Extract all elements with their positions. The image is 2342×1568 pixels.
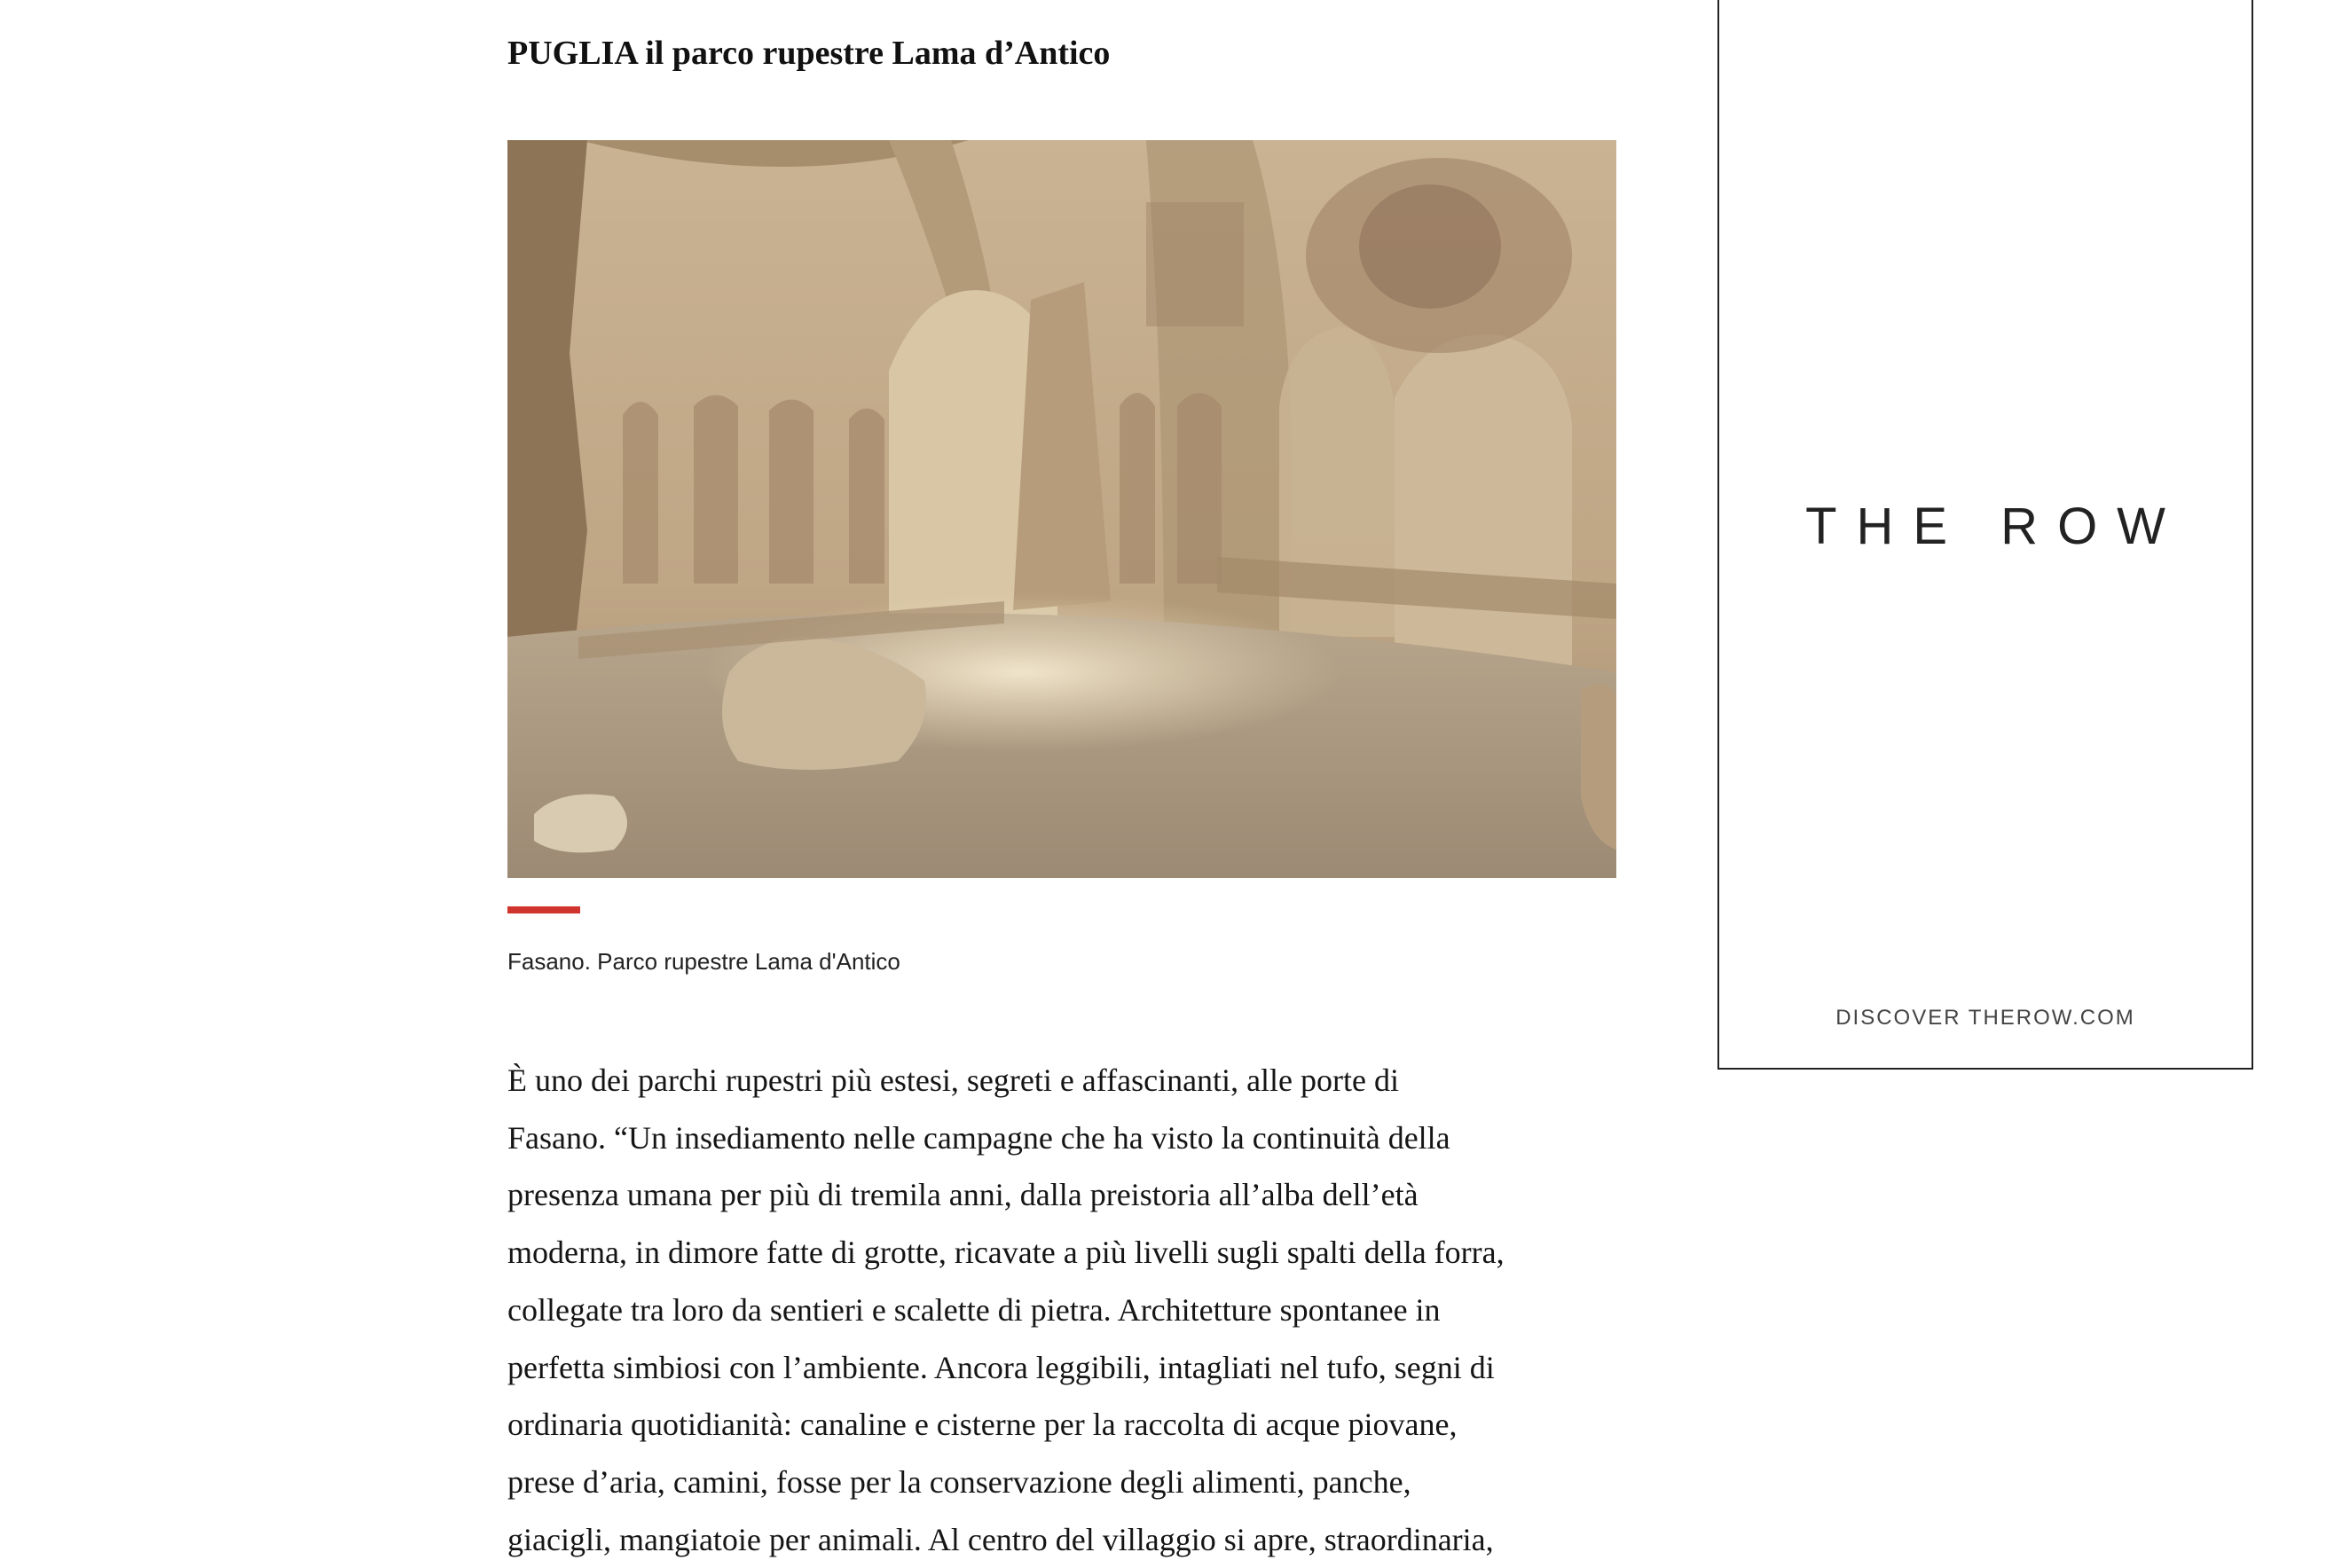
caption-accent-rule xyxy=(507,906,580,913)
body-text-line: presenza umana per più di tremila anni, dalla preistoria all’alba dell’età xyxy=(507,1177,1419,1213)
ad-discover-link[interactable]: DISCOVER THEROW.COM xyxy=(1835,1006,2135,1030)
article-body xyxy=(507,1052,1627,1568)
body-text-line: moderna, in dimore fatte di grotte, ricavate a più livelli sugli spalti della forra, xyxy=(507,1235,1505,1271)
body-text-line: prese d’aria, camini, fosse per la conservazione degli alimenti, panche, xyxy=(507,1463,1411,1500)
advertisement-banner[interactable] xyxy=(1717,0,2253,1070)
body-text-line: giacigli, mangiatoie per animali. Al centro del villaggio si apre, straordinaria, xyxy=(507,1521,1494,1557)
ad-brand-logo[interactable]: THE ROW xyxy=(1805,498,2185,555)
body-text-line: collegate tra loro da sentieri e scalette di pietra. Architetture spontanee in xyxy=(507,1291,1441,1328)
body-text-line: perfetta simbiosi con l’ambiente. Ancora leggibili, intagliati nel tufo, segni di xyxy=(507,1349,1495,1385)
body-text-line: È uno dei parchi rupestri più estesi, segreti e affascinanti, alle porte di xyxy=(507,1062,1399,1098)
article-title: PUGLIA il parco rupestre Lama d’Antico xyxy=(507,35,1111,72)
article-image[interactable] xyxy=(507,140,1616,878)
body-text-line: ordinaria quotidianità: canaline e cisterne per la raccolta di acque piovane, xyxy=(507,1407,1458,1443)
body-text-line: Fasano. “Un insediamento nelle campagne che ha visto la continuità della xyxy=(507,1119,1450,1156)
image-caption: Fasano. Parco rupestre Lama d'Antico xyxy=(507,948,900,975)
